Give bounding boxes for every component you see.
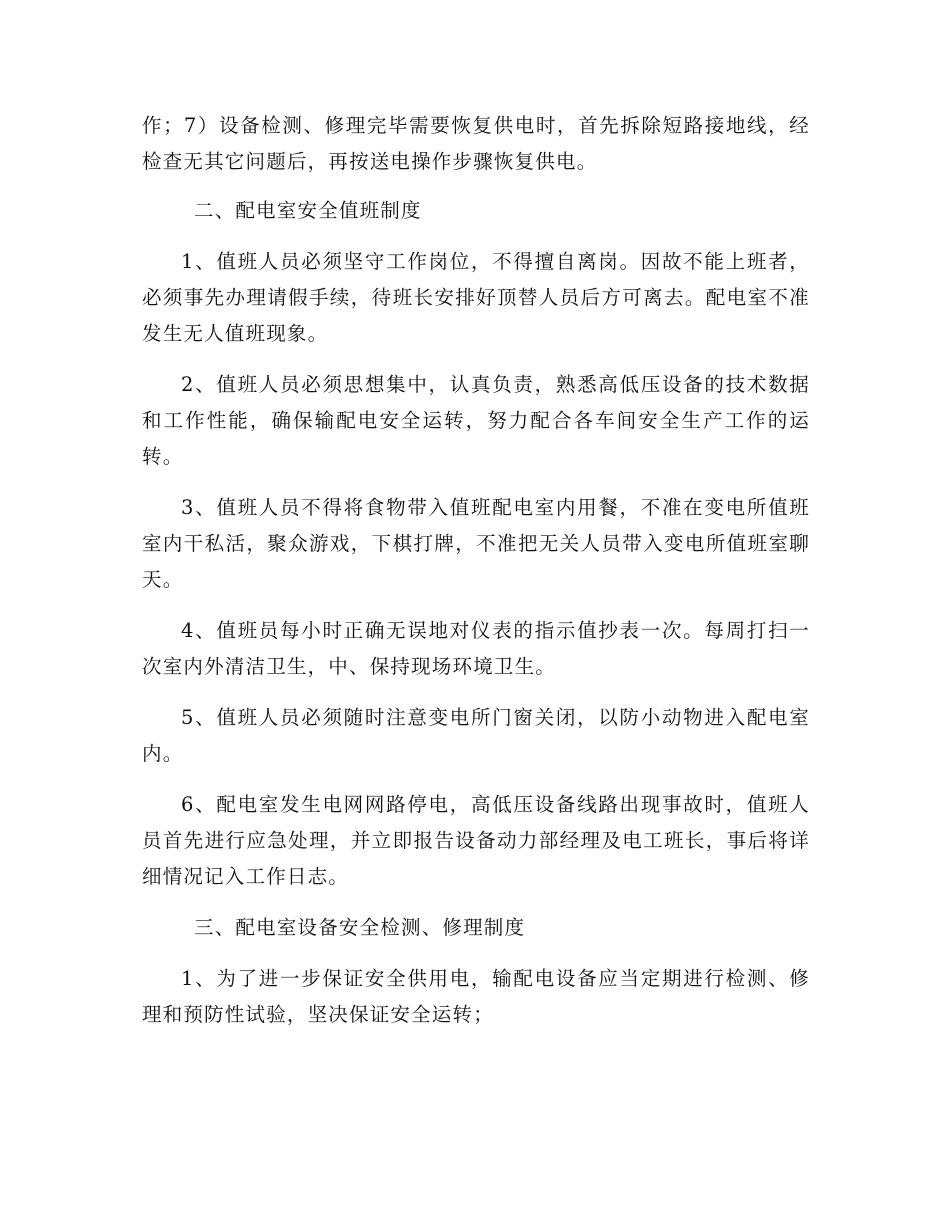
document-body	[142, 108, 810, 1048]
inspection-rule-1: 1、为了进一步保证安全供用电，输配电设备应当定期进行检测、修理和预防性试验，坚决保证安全运转；	[142, 967, 810, 1026]
continuation-paragraph: 作；7）设备检测、修理完毕需要恢复供电时，首先拆除短路接地线，经检查无其它问题后，再按送电操作步骤恢复供电。	[142, 114, 810, 173]
duty-rule-2: 2、值班人员必须思想集中，认真负责，熟悉高低压设备的技术数据和工作性能，确保输配电安全运转，努力配合各车间安全生产工作的运转。	[142, 373, 810, 468]
section-heading-inspection: 三、配电室设备安全检测、修理制度	[194, 916, 526, 939]
duty-rule-4: 4、值班员每小时正确无误地对仪表的指示值抄表一次。每周打扫一次室内外清洁卫生，中、保持现场环境卫生。	[142, 619, 810, 678]
duty-rule-5: 5、值班人员必须随时注意变电所门窗关闭，以防小动物进入配电室内。	[142, 706, 810, 765]
section-heading-duty: 二、配电室安全值班制度	[194, 199, 422, 222]
duty-rule-3: 3、值班人员不得将食物带入值班配电室内用餐，不准在变电所值班室内干私活，聚众游戏，下棋打牌，不准把无关人员带入变电所值班室聊天。	[142, 496, 810, 591]
duty-rule-1: 1、值班人员必须坚守工作岗位，不得擅自离岗。因故不能上班者，必须事先办理请假手续，待班长安排好顶替人员后方可离去。配电室不准发生无人值班现象。	[142, 250, 810, 345]
duty-rule-6: 6、配电室发生电网网路停电，高低压设备线路出现事故时，值班人员首先进行应急处理，并立即报告设备动力部经理及电工班长，事后将详细情况记入工作日志。	[142, 793, 810, 888]
